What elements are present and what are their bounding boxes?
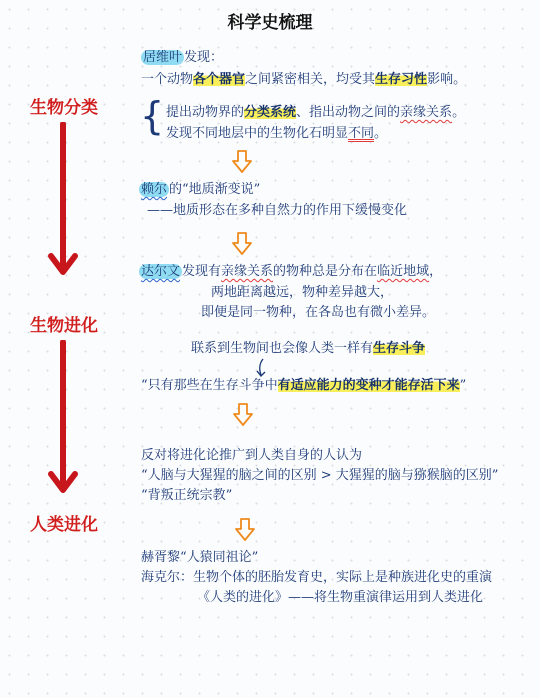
small-curved-arrow — [251, 357, 271, 379]
darwin-line-1: 达尔文 发现有亲缘关系的物种总是分布在临近地域， — [141, 264, 443, 279]
opponents-line-2: “人脑与大猩猩的脑之间的区别 > 大猩猩的脑与猕猴脑的区别” — [141, 468, 499, 483]
red-down-arrow-1 — [45, 122, 81, 282]
curly-brace: { — [140, 94, 165, 138]
haeckel-line-2: 《人类的进化》——将生物重演律运用到人类进化 — [197, 590, 484, 605]
lyell-line-2: ——地质形态在多种自然力的作用下缓慢变化 — [147, 203, 408, 218]
huxley-line: 赫胥黎“人猿同祖论” — [141, 550, 259, 565]
opponents-line-1: 反对将进化论推广到人类自身的人认为 — [141, 448, 363, 463]
cuvier-line-2: 一个动物各个器官之间紧密相关，均受其生存习性影响。 — [141, 72, 467, 87]
cuvier-name: 居维叶 — [143, 50, 183, 65]
cuvier-line-4: 发现不同地层中的生物化石明显不同。 — [166, 126, 388, 141]
page-title: 科学史梳理 — [227, 13, 313, 33]
darwin-quote: “只有那些在生存斗争中有适应能力的变种才能存活下来” — [141, 378, 467, 393]
orange-down-arrow-2 — [231, 231, 253, 257]
section-label-classification: 生物分类 — [30, 98, 98, 118]
cuvier-heading: 居维叶 发现： — [143, 50, 224, 65]
darwin-name: 达尔文 — [141, 264, 181, 279]
lyell-heading: 赖尔 的“地质渐变说” — [141, 182, 261, 197]
darwin-line-2: 两地距离越远，物种差异越大， — [211, 285, 394, 300]
red-down-arrow-2 — [45, 340, 81, 500]
lyell-name: 赖尔 — [141, 182, 168, 197]
haeckel-line-1: 海克尔：生物个体的胚胎发育史，实际上是种族进化史的重演 — [141, 570, 493, 585]
section-label-human-evolution: 人类进化 — [30, 515, 98, 535]
opponents-line-3: “背叛正统宗教” — [141, 488, 233, 503]
orange-down-arrow-1 — [231, 149, 253, 175]
cuvier-line-3: 提出动物界的分类系统、指出动物之间的亲缘关系。 — [166, 105, 466, 120]
darwin-line-4: 联系到生物间也会像人类一样有生存斗争 — [191, 341, 426, 356]
orange-down-arrow-3 — [232, 402, 254, 428]
section-label-evolution: 生物进化 — [30, 316, 98, 336]
orange-down-arrow-4 — [234, 517, 256, 543]
darwin-line-3: 即便是同一物种，在各岛也有微小差异。 — [201, 305, 436, 320]
